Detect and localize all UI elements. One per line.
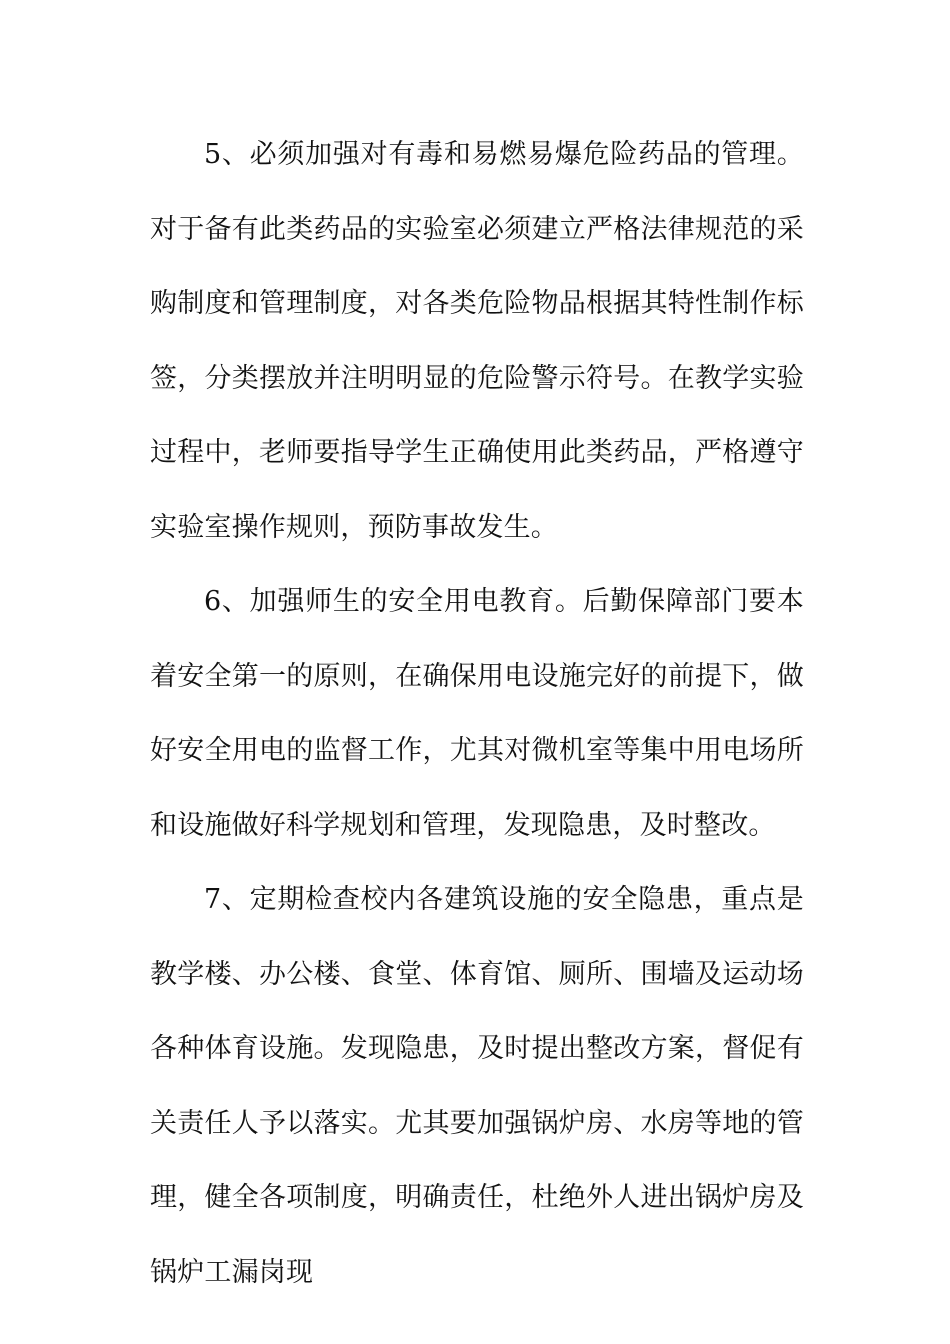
paragraph-5: 5、必须加强对有毒和易燃易爆危险药品的管理。对于备有此类药品的实验室必须建立严格法律规范的采购制度和管理制度，对各类危险物品根据其特性制作标签，分类摆放并注明明显的危险警示符号。在教学实验过程中，老师要指导学生正确使用此类药品，严格遵守实验室操作规则，预防事故发生。 [150,139,804,543]
paragraph-6: 6、加强师生的安全用电教育。后勤保障部门要本着安全第一的原则，在确保用电设施完好的前提下，做好安全用电的监督工作，尤其对微机室等集中用电场所和设施做好科学规划和管理，发现隐患，及时整改。 [150,586,804,841]
document-body [150,118,804,1310]
paragraph-7: 7、定期检查校内各建筑设施的安全隐患，重点是教学楼、办公楼、食堂、体育馆、厕所、围墙及运动场各种体育设施。发现隐患，及时提出整改方案，督促有关责任人予以落实。尤其要加强锅炉房、水房等地的管理，健全各项制度，明确责任，杜绝外人进出锅炉房及锅炉工漏岗现 [150,884,804,1288]
